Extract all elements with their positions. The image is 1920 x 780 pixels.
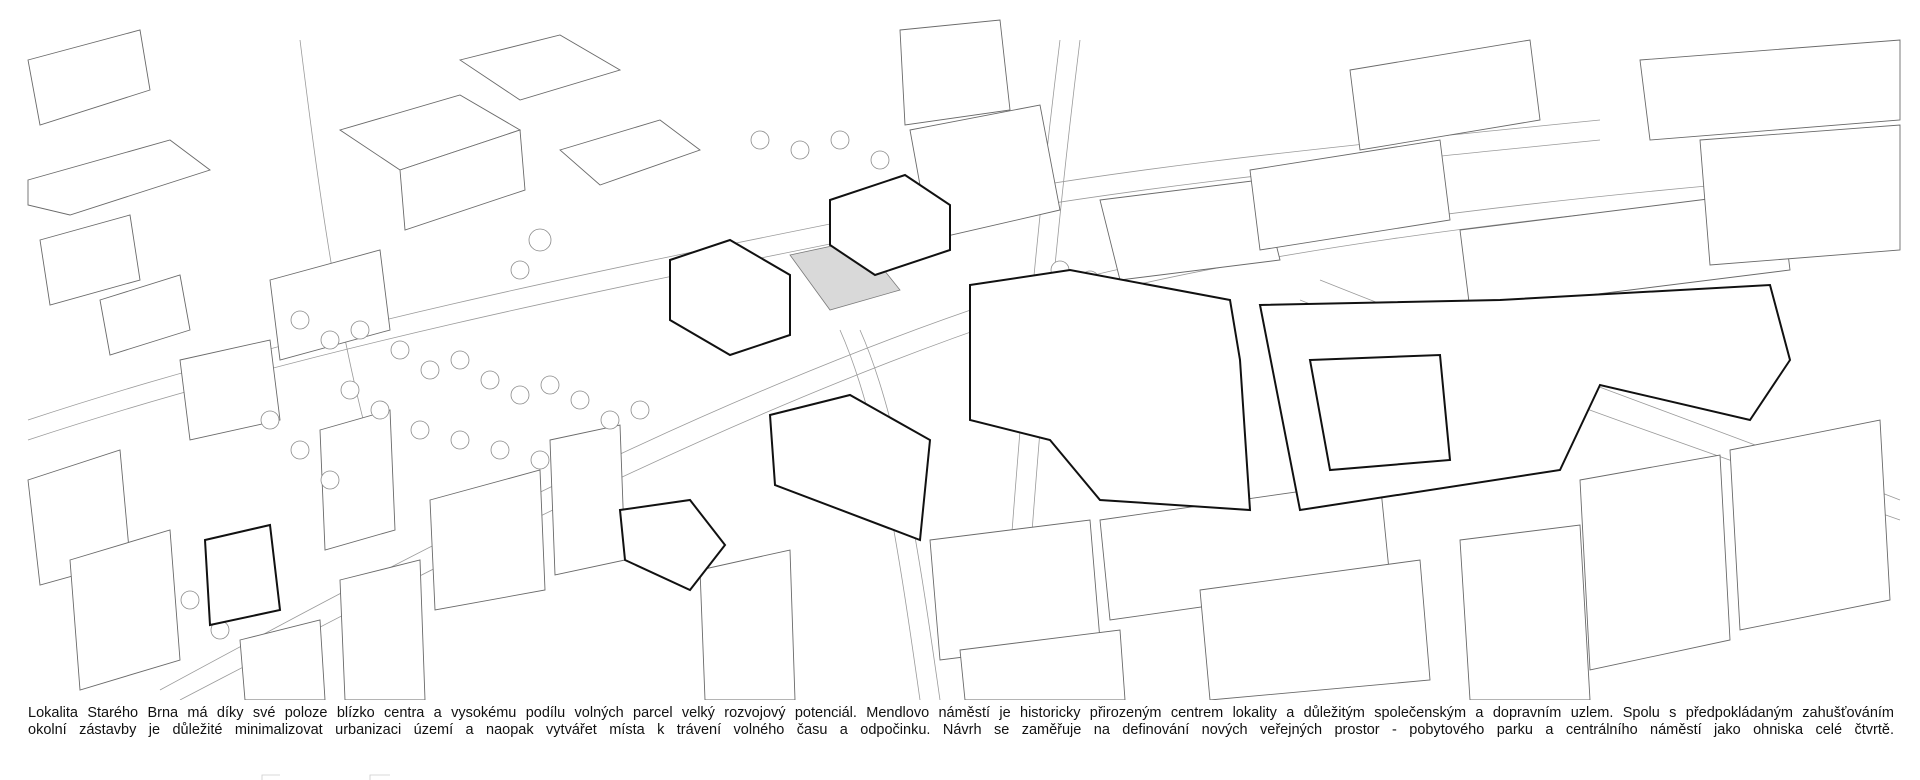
- figure-caption: [28, 705, 1894, 739]
- block-west-corner: [770, 395, 930, 540]
- block-south-small: [205, 525, 280, 625]
- block-mendlovo-north: [670, 240, 790, 355]
- caption-line-1: Lokalita Starého Brna má díky své poloze blízko centra a vysokému podílu volných parcel velký rozvojový potenciál. Mendlovo náměstí je historicky přirozeným centrem lokality a důležitým společenským a dopravním uzlem. Spolu s předpokládaným zahušťováním: [28, 705, 1894, 721]
- footer-marks: [250, 774, 410, 780]
- perimeter-block-central: [970, 270, 1250, 510]
- caption-line-2: okolní zástavby je důležité minimalizovat urbanizaci území a naopak vytvářet místa k trávení volného času a odpočinku. Návrh se zaměřuje na definování nových veřejných prostor - pobytového parku a centrálního náměstí jako ohniska celé čtvrtě.: [28, 722, 1894, 738]
- courtyard-block-south: [1310, 355, 1450, 470]
